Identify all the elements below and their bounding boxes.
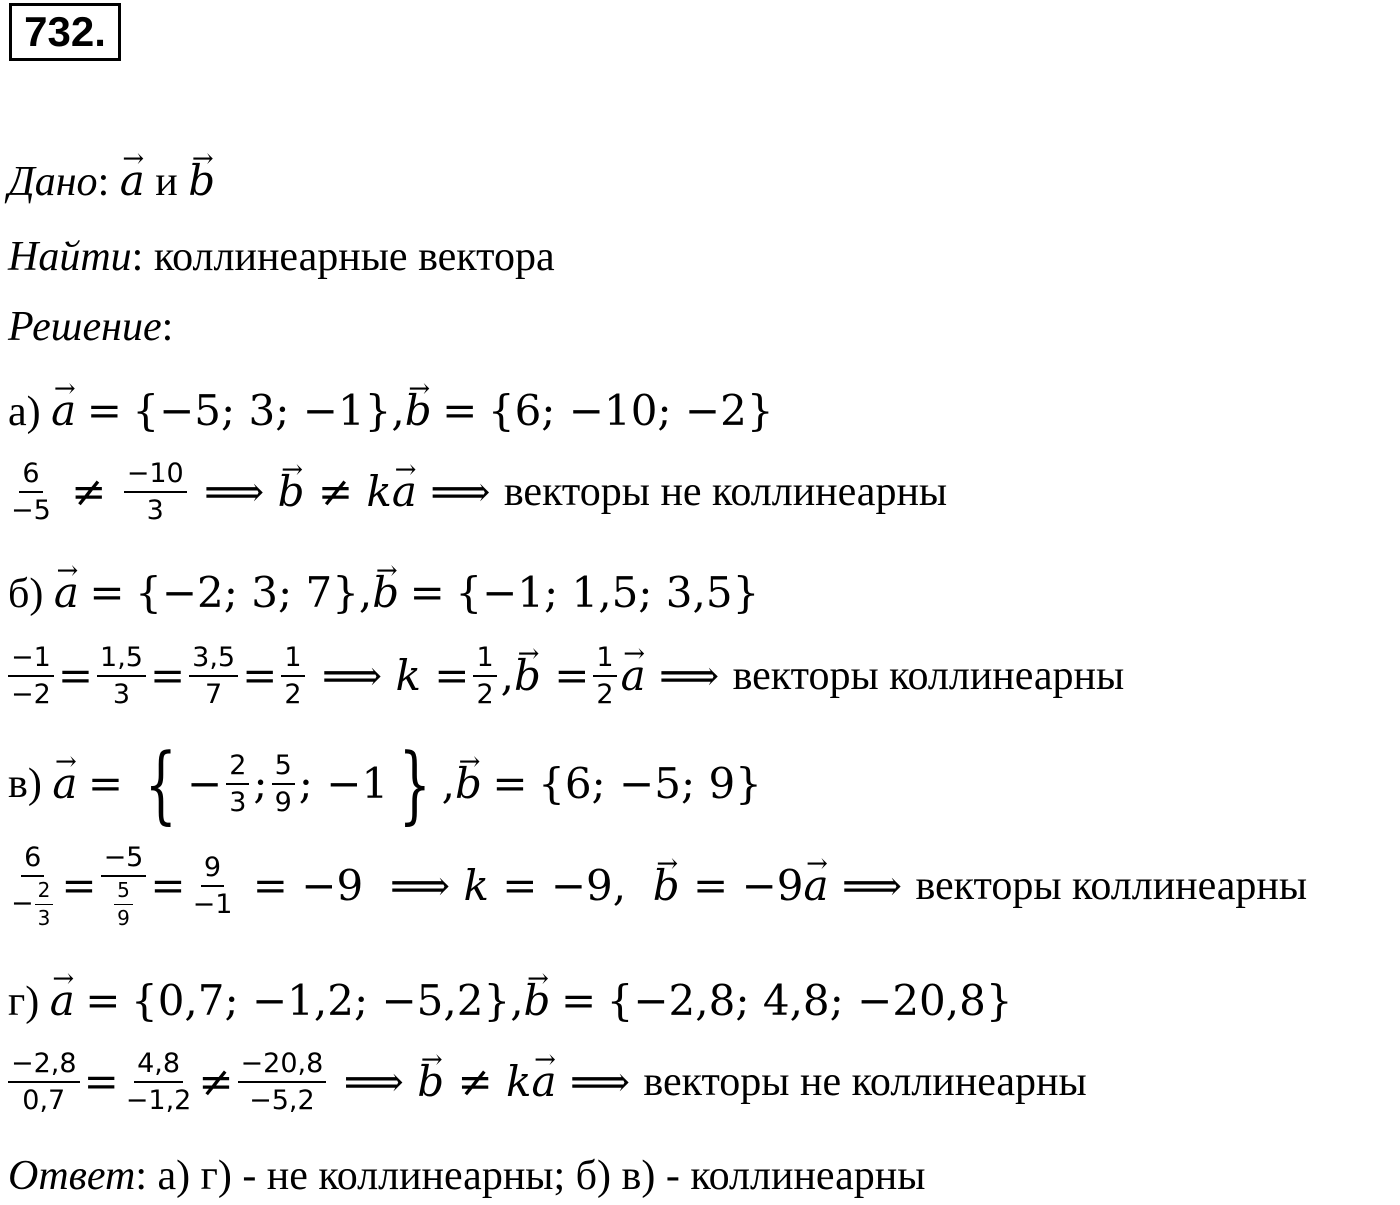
- part-a-b-vector: {6; −10; −2}: [487, 386, 774, 435]
- part-c-label: в): [8, 761, 42, 807]
- find-line: [8, 236, 555, 278]
- given-label: Дано: [8, 159, 98, 205]
- vector-b: → b: [188, 160, 215, 202]
- part-b-a-vector: {−2; 3; 7}: [135, 568, 359, 617]
- vector-a: → a: [120, 160, 145, 202]
- part-b-b-vector: {−1; 1,5; 3,5}: [455, 568, 760, 617]
- part-d-vectors: г) → a = {0,7; −1,2; −5,2},→ b = {−2,8; 4,8; −20,8}: [8, 980, 1013, 1023]
- part-d-label: г): [8, 979, 40, 1025]
- answer-text: : а) г) - не коллинеарны; б) в) - коллинеарны: [135, 1153, 926, 1199]
- given-conj: и: [155, 159, 178, 205]
- part-c-conclusion: векторы коллинеарны: [915, 863, 1308, 910]
- part-a-check: $\frac{6}{-5}$ ≠ $\frac{-10}{3}$ ⟹ → b ≠ k → a ⟹ векторы не коллинеарны: [4, 458, 947, 526]
- part-a-vectors: а) → a = {−5; 3; −1},→ b = {6; −10; −2}: [8, 390, 774, 433]
- part-a-label: а): [8, 389, 41, 435]
- answer-line: [8, 1155, 925, 1197]
- part-b-vectors: б) → a = {−2; 3; 7},→ b = {−1; 1,5; 3,5}: [8, 572, 759, 615]
- find-text: : коллинеарные вектора: [131, 234, 555, 280]
- part-d-a-vector: {0,7; −1,2; −5,2}: [130, 976, 511, 1025]
- part-b-conclusion: векторы коллинеарны: [732, 653, 1125, 700]
- given-line: Дано: → a и → b: [8, 160, 215, 203]
- find-label: Найти: [8, 234, 132, 280]
- part-c-b-vector: {6; −5; 9}: [538, 759, 762, 808]
- part-b-label: б): [8, 571, 44, 617]
- solution-line: Решение:: [8, 304, 174, 350]
- part-b-check: $\frac{-1}{-2}$ = $\frac{1,5}{3}$ = $\frac{3,5}{7}$ = $\frac{1}{2}$ ⟹ k = $\frac{1}{2}$ , → b = $\frac{1}{2}$ → a ⟹ векторы коллинеарны: [4, 642, 1124, 710]
- problem-number: 732.: [9, 3, 121, 61]
- part-d-conclusion: векторы не коллинеарны: [643, 1059, 1087, 1106]
- part-d-b-vector: {−2,8; 4,8; −20,8}: [606, 976, 1013, 1025]
- part-a-a-vector: {−5; 3; −1}: [132, 386, 392, 435]
- part-c-check: 6 − $\frac{2}{3}$ = $\frac{-5}{\frac{5}{9}}$ = $\frac{9}{-1}$ = −9 ⟹ k = −9, → b = −9 → a ⟹ векторы коллинеарны: [4, 842, 1307, 930]
- solution-label: Решение: [8, 304, 162, 350]
- answer-label: Ответ: [8, 1153, 136, 1199]
- part-c-vectors: в) → a = { − $\frac{2}{3}$ ; $\frac{5}{9}$ ; −1 } , → b = {6; −5; 9}: [8, 742, 762, 826]
- part-a-conclusion: векторы не коллинеарны: [503, 469, 948, 516]
- part-d-check: $\frac{-2,8}{0,7}$ = $\frac{4,8}{-1,2}$ ≠ $\frac{-20,8}{-5,2}$ ⟹ → b ≠ k → a ⟹ векторы не коллинеарны: [4, 1048, 1087, 1116]
